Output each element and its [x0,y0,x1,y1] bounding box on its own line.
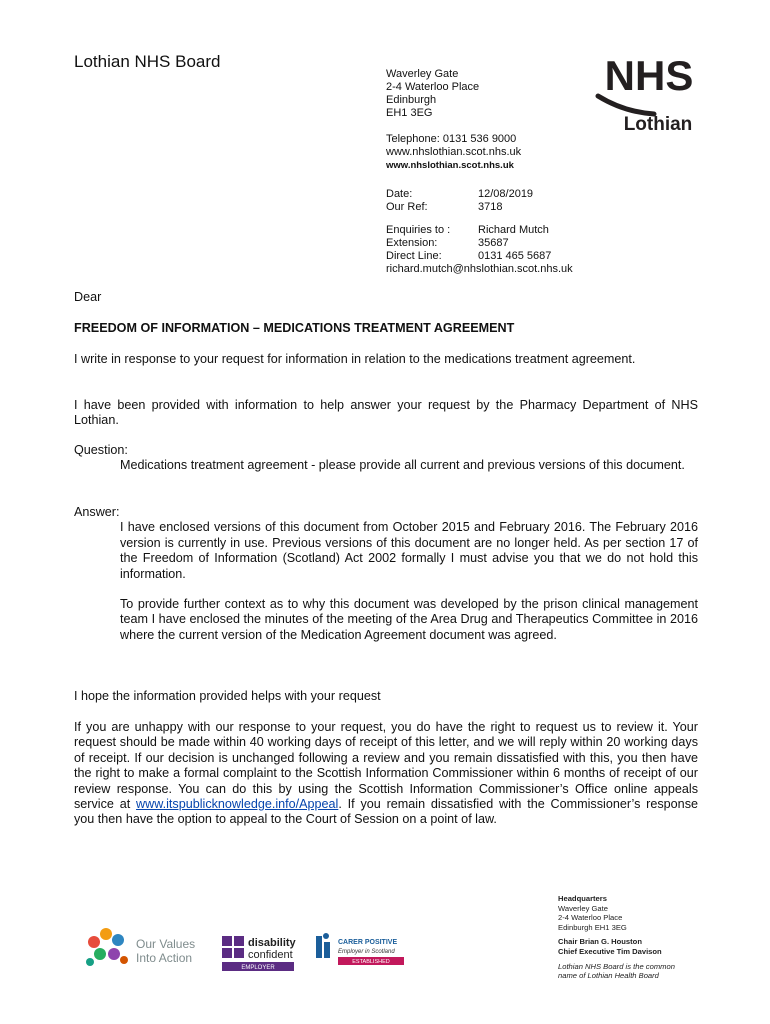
date-row [386,188,573,201]
footer-hq-details [558,894,675,981]
values-line-2: Into Action [136,951,193,965]
answer-label: Answer: [74,505,120,519]
answer-block [74,505,698,643]
hq-line: 2-4 Waterloo Place [558,913,623,923]
footer-logos [80,920,520,980]
extension-label: Extension: [386,237,438,249]
appeal-link[interactable]: www.itspublicknowledge.info/Appeal [136,797,339,812]
carer-line-3: ESTABLISHED [352,959,390,965]
question-block [74,443,698,474]
disability-line-2: confident [248,949,293,961]
ref-value: 3718 [478,201,503,213]
carer-positive-logo [316,933,404,965]
hq-title: Headquarters [558,894,607,903]
logo-nhs-text: NHS [604,52,694,99]
address-line: 2-4 Waterloo Place [386,81,480,93]
direct-line-label: Direct Line: [386,250,442,262]
chief-executive: Chief Executive Tim Davison [558,946,662,956]
answer-paragraph-1: I have enclosed versions of this document from October 2015 and February 2016. The February 2016 version is currently in use. Previous versions of this document are no longer held. As per section 17 of the Freedom of Information (Scotland) Act 2002 formally I must advise you that we do not hold this information. [120,520,698,581]
telephone: Telephone: 0131 536 9000 [386,133,517,145]
address-line: Waverley Gate [386,68,459,80]
logo-lothian-text: Lothian [623,114,693,135]
disability-confident-logo [222,936,297,971]
carer-line-2: Employer in Scotland [338,949,395,955]
salutation: Dear [74,290,102,304]
ref-label: Our Ref: [386,201,428,213]
sender-address-block [386,68,573,276]
paragraph-provided: I have been provided with information to help answer your request by the Pharmacy Department of NHS Lothian. [74,398,698,428]
direct-line-row [386,250,573,263]
values-line-1: Our Values [136,937,196,951]
subject-heading: FREEDOM OF INFORMATION – MEDICATIONS TREATMENT AGREEMENT [74,321,515,335]
question-text: Medications treatment agreement - please provide all current and previous versions of this document. [120,458,685,473]
paragraph-intro: I write in response to your request for information in relation to the medications treatment agreement. [74,352,636,366]
our-values-logo [86,928,195,966]
common-name-1: Lothian NHS Board is the common [558,961,675,971]
organisation-name: Lothian NHS Board [74,52,221,71]
direct-line-value: 0131 465 5687 [478,250,552,262]
chair: Chair Brian G. Houston [558,937,642,947]
website: www.nhslothian.scot.nhs.uk [386,146,522,158]
address-line: Edinburgh [386,94,437,106]
answer-paragraph-2: To provide further context as to why this document was developed by the prison clinical management team I have enclosed the minutes of the meeting of the Area Drug and Therapeutics Committee in 2016 where the current version of the Medication Agreement document was agreed. [120,597,698,642]
extension-value: 35687 [478,237,509,249]
common-name-2: name of Lothian Health Board [558,971,659,981]
website-bold: www.nhslothian.scot.nhs.uk [386,160,514,171]
review-text-2: . If you remain dissatisfied with the Commissioner’s response you then have the option to appeal to the Court of Session on a point of law. [74,797,698,827]
question-label: Question: [74,443,128,457]
nhs-lothian-logo [594,52,704,136]
carer-line-1: CARER POSITIVE [338,939,398,946]
email: richard.mutch@nhslothian.scot.nhs.uk [386,263,573,275]
closing-hope: I hope the information provided helps with your request [74,689,381,703]
review-text-1: If you are unhappy with our response to your request, you do have the right to request us to review it. Your request should be made within 40 working days of receipt of this letter, and we will reply within 20 working days of receipt. If our decision is unchanged following a review and you remain dissatisfied with this, you then have the right to make a formal complaint to the Scottish Information Commissioner within 6 months of receipt of our review response. You can do this by using the Scottish Information Commissioner’s Office online appeals service at [74,720,698,812]
hq-line: Edinburgh EH1 3EG [558,922,627,932]
extension-row [386,237,573,250]
disability-line-1: disability [248,937,296,949]
address-line: EH1 3EG [386,107,433,119]
disability-line-3: EMPLOYER [241,965,275,971]
date-label: Date: [386,188,413,200]
ref-row [386,201,573,214]
enquiries-row [386,224,573,237]
hq-line: Waverley Gate [558,903,608,913]
enquiries-value: Richard Mutch [478,224,549,236]
review-paragraph [74,720,698,828]
date-value: 12/08/2019 [478,188,534,200]
enquiries-label: Enquiries to : [386,224,451,236]
